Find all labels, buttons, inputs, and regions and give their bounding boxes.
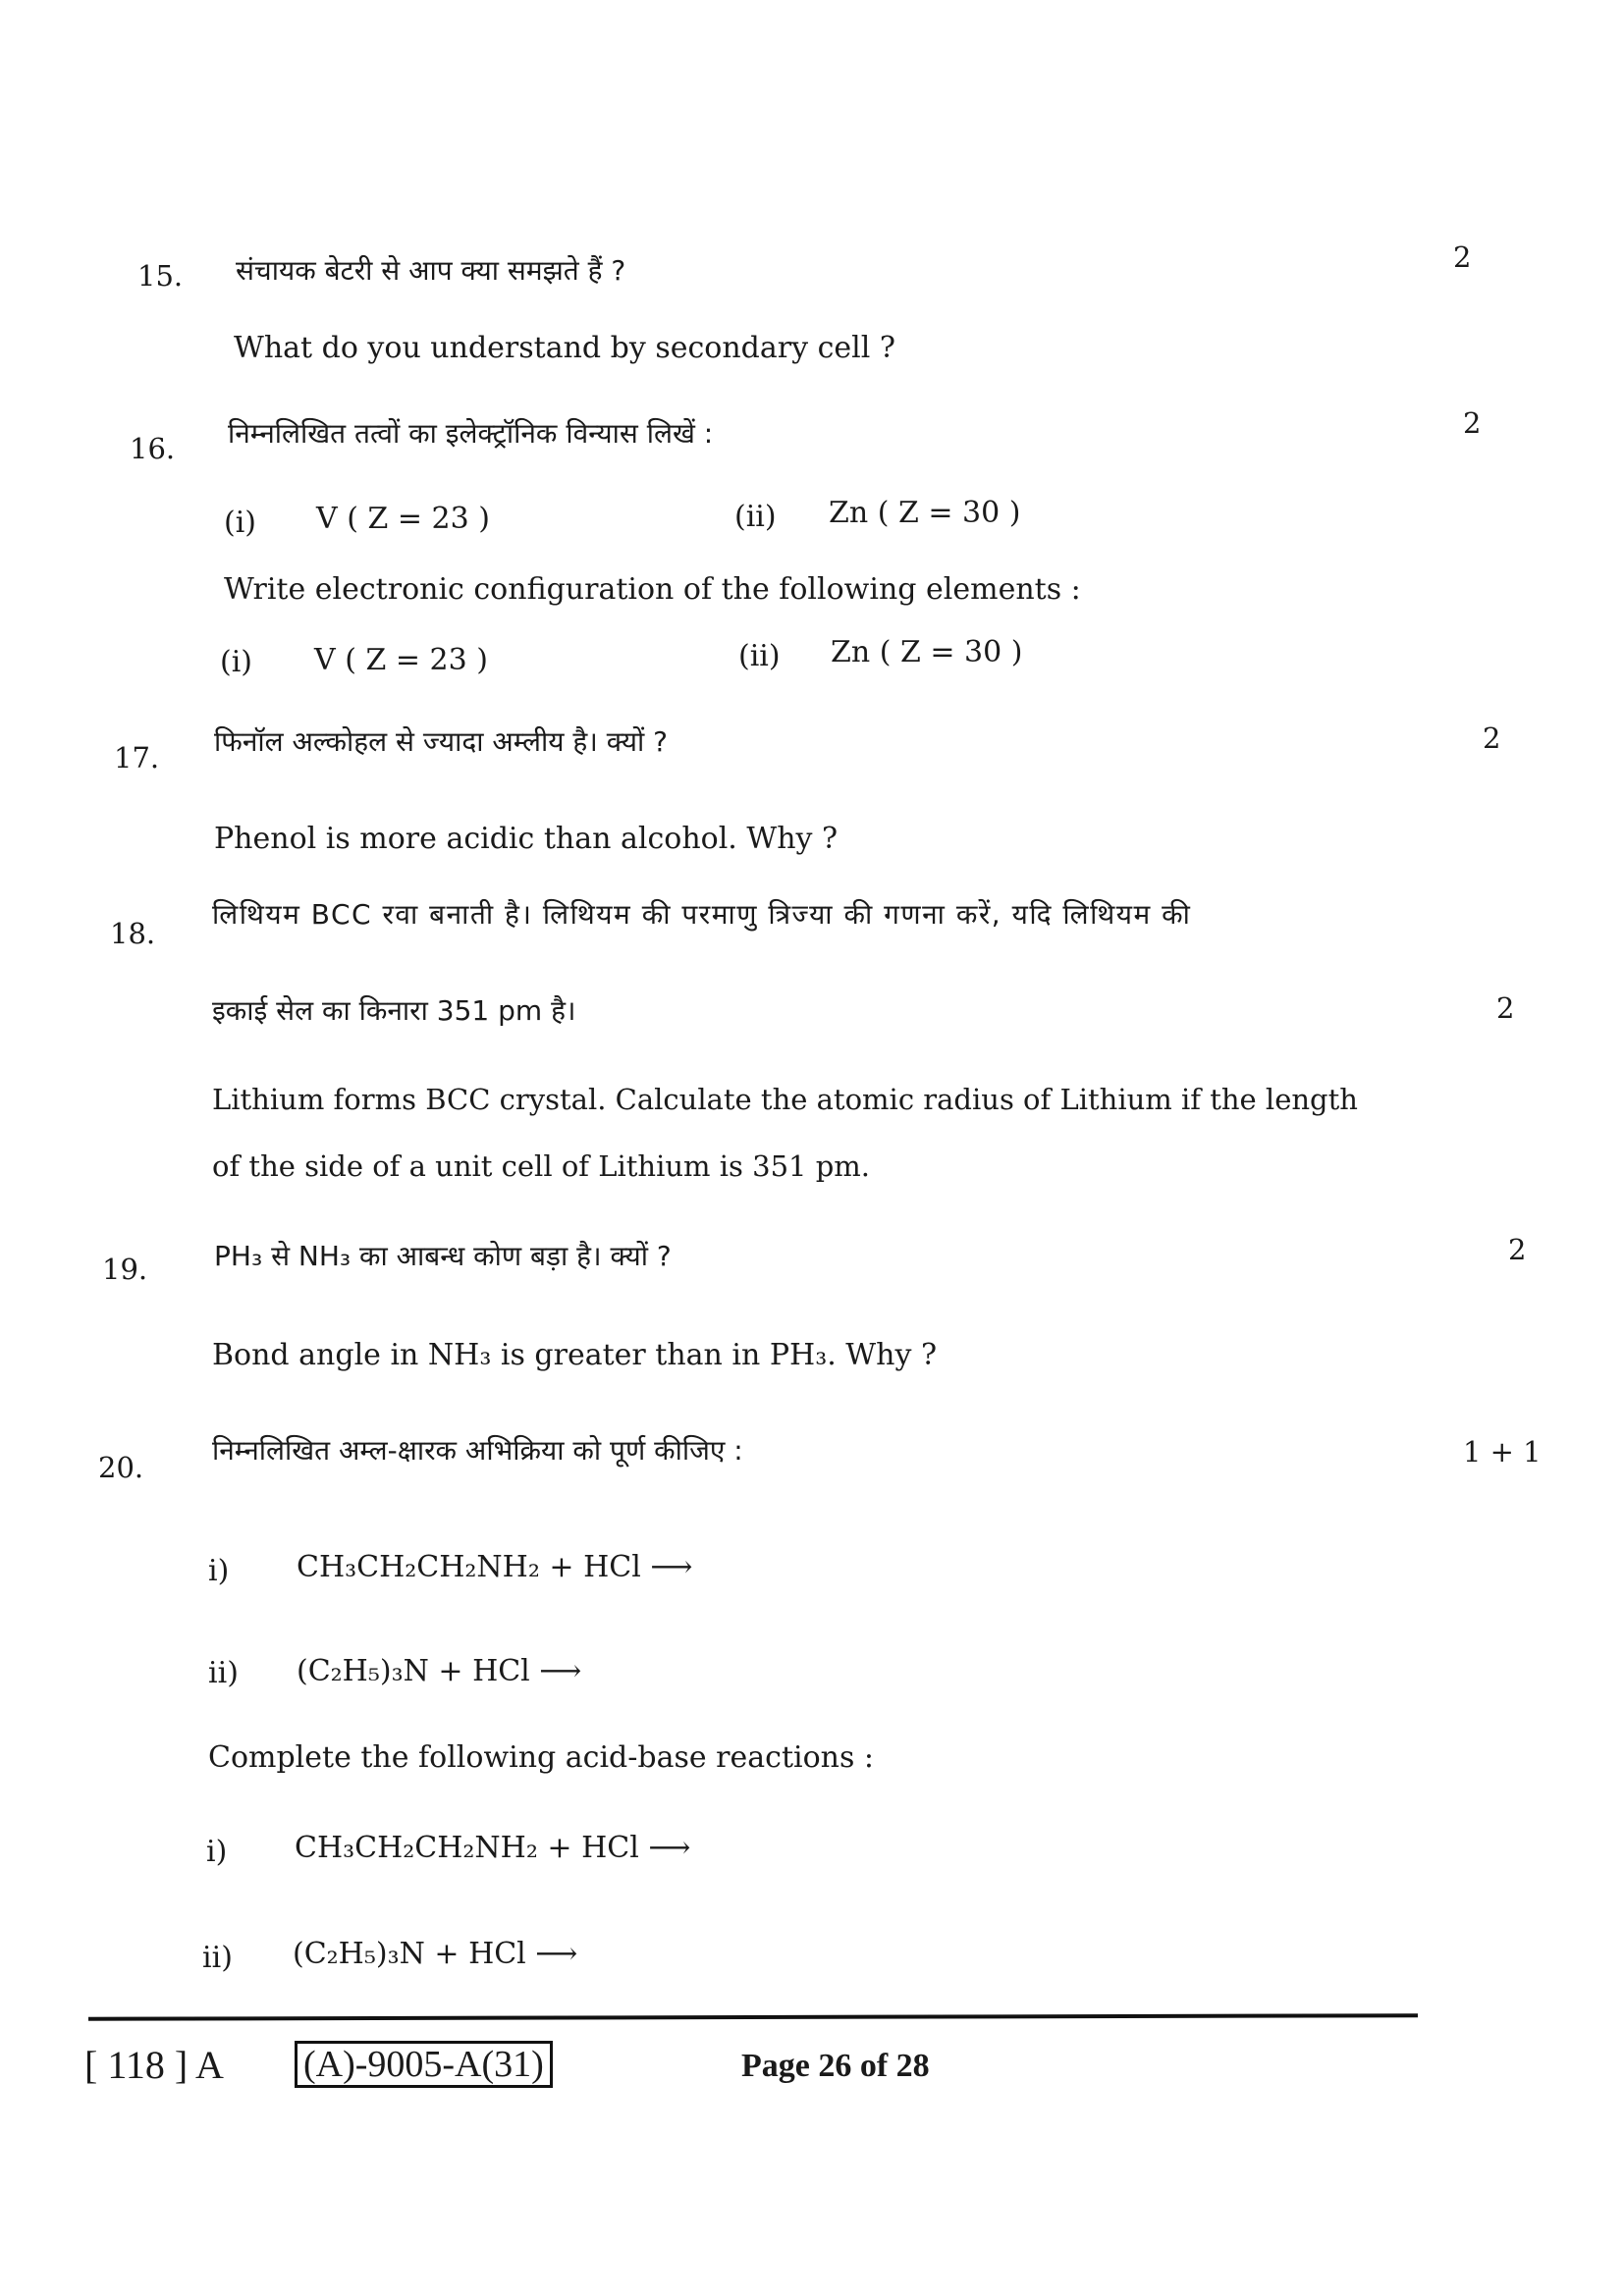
paper-code-box bbox=[295, 2040, 553, 2086]
question-number: 15. bbox=[137, 259, 184, 293]
reaction: CH₃CH₂CH₂NH₂ + HCl ⟶ bbox=[297, 1550, 693, 1584]
part-label: ii) bbox=[208, 1656, 239, 1690]
marks: 2 bbox=[1453, 240, 1472, 274]
question-english: Write electronic configuration of the following elements : bbox=[224, 572, 1081, 607]
part-text: V ( Z = 23 ) bbox=[314, 643, 488, 677]
marks: 2 bbox=[1463, 406, 1482, 440]
marks: 2 bbox=[1483, 721, 1501, 755]
question-number: 17. bbox=[114, 741, 160, 774]
page-number: Page 26 of 28 bbox=[741, 2048, 930, 2084]
paper-code: [ 118 ] A bbox=[84, 2043, 224, 2087]
marks: 2 bbox=[1508, 1233, 1527, 1266]
question-english: Lithium forms BCC crystal. Calculate the atomic radius of Lithium if the length bbox=[212, 1083, 1358, 1116]
question-number: 19. bbox=[102, 1253, 148, 1286]
question-english: Bond angle in NH₃ is greater than in PH₃. Why ? bbox=[212, 1338, 938, 1372]
footer-divider bbox=[88, 2013, 1418, 2021]
question-hindi: निम्नलिखित अम्ल-क्षारक अभिक्रिया को पूर्ण कीजिए : bbox=[212, 1434, 743, 1467]
question-english: of the side of a unit cell of Lithium is 351 pm. bbox=[212, 1149, 870, 1183]
marks: 2 bbox=[1496, 991, 1515, 1025]
question-hindi: संचायक बेटरी से आप क्या समझते हैं ? bbox=[236, 254, 626, 287]
reaction: CH₃CH₂CH₂NH₂ + HCl ⟶ bbox=[295, 1831, 691, 1865]
question-hindi: PH₃ से NH₃ का आबन्ध कोण बड़ा है। क्यों ? bbox=[214, 1240, 672, 1272]
question-hindi: निम्नलिखित तत्वों का इलेक्ट्रॉनिक विन्यास लिखें : bbox=[228, 417, 714, 450]
question-hindi: लिथियम BCC रवा बनाती है। लिथियम की परमाणु त्रिज्या की गणना करें, यदि लिथियम की bbox=[212, 898, 1192, 931]
part-text: Zn ( Z = 30 ) bbox=[831, 635, 1023, 669]
part-label: i) bbox=[208, 1554, 230, 1588]
question-english: Complete the following acid-base reactions : bbox=[208, 1740, 875, 1775]
reaction: (C₂H₅)₃N + HCl ⟶ bbox=[293, 1937, 578, 1971]
part-label: (i) bbox=[224, 506, 257, 540]
paper-code-box-text: (A)-9005-A(31) bbox=[295, 2041, 553, 2088]
part-label: i) bbox=[206, 1835, 228, 1869]
part-label: (ii) bbox=[734, 500, 777, 534]
part-text: V ( Z = 23 ) bbox=[316, 502, 490, 536]
part-label: (i) bbox=[220, 645, 253, 679]
question-number: 16. bbox=[130, 432, 176, 465]
question-hindi: इकाई सेल का किनारा 351 pm है। bbox=[212, 994, 576, 1027]
question-english: Phenol is more acidic than alcohol. Why ? bbox=[214, 822, 839, 856]
question-number: 20. bbox=[98, 1451, 144, 1484]
question-hindi: फिनॉल अल्कोहल से ज्यादा अम्लीय है। क्यों ? bbox=[214, 725, 669, 758]
part-label: ii) bbox=[202, 1941, 233, 1975]
reaction: (C₂H₅)₃N + HCl ⟶ bbox=[297, 1654, 582, 1688]
question-english: What do you understand by secondary cell ? bbox=[234, 331, 895, 365]
part-label: (ii) bbox=[738, 639, 781, 673]
part-text: Zn ( Z = 30 ) bbox=[829, 496, 1021, 530]
marks: 1 + 1 bbox=[1463, 1435, 1542, 1468]
question-number: 18. bbox=[110, 917, 156, 950]
